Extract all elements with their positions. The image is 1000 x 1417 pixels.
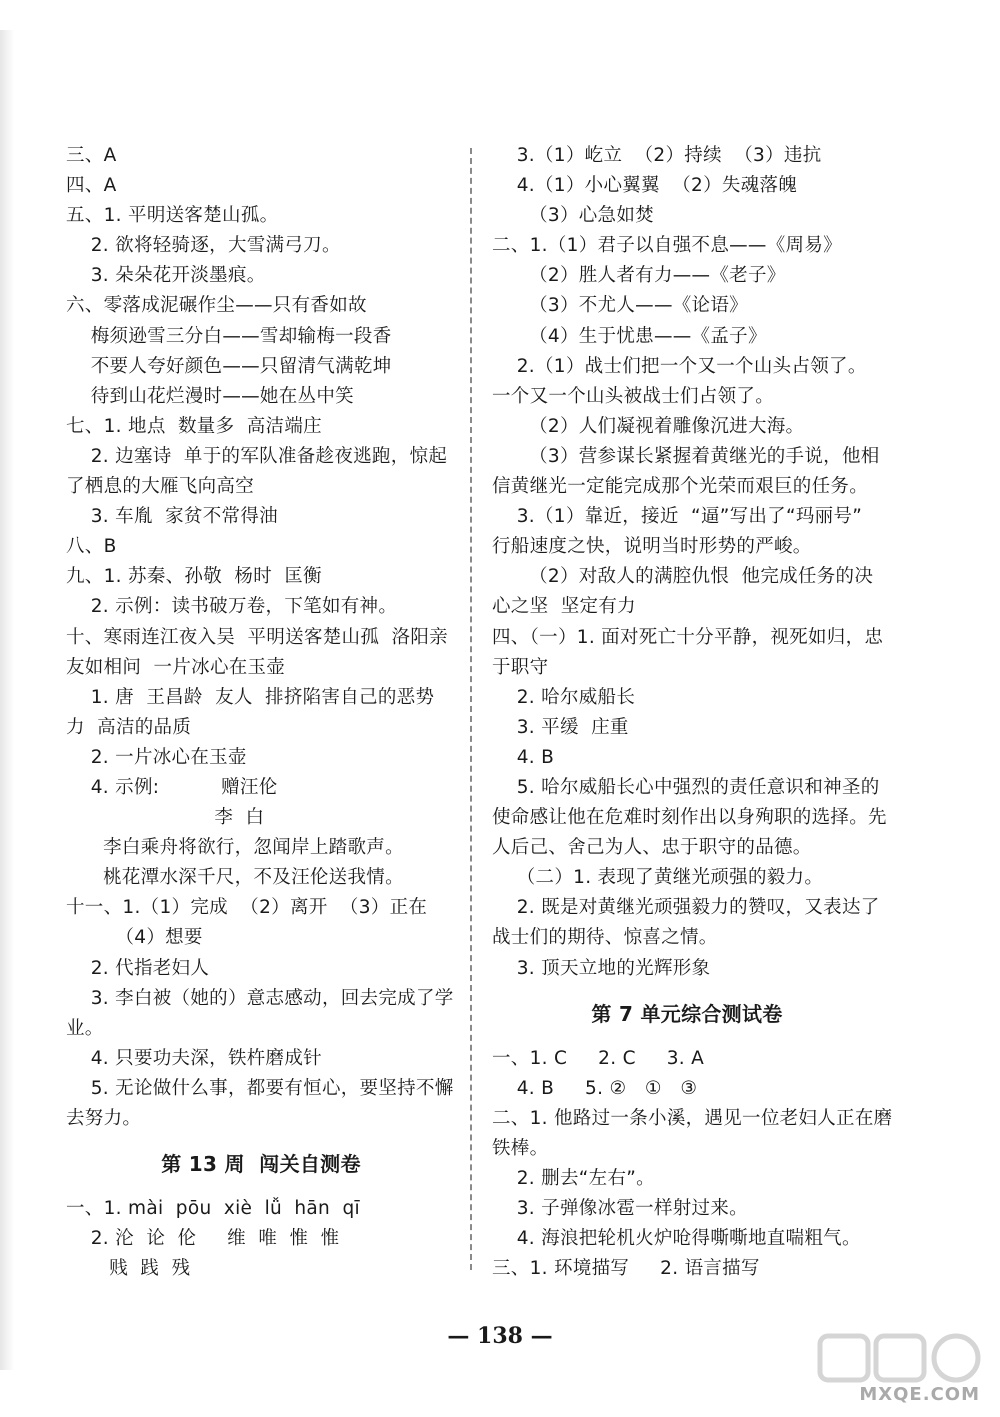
right-answer-line: 4. B 5. ② ① ③: [492, 1077, 698, 1099]
left-answer-line: 四、A: [66, 175, 117, 197]
left-answer-line: 三、A: [66, 145, 117, 166]
right-answer-line: 战士们的期待、惊喜之情。: [492, 927, 718, 949]
right-answer-line: 二、1. 他路过一条小溪，遇见一位老妇人正在磨: [492, 1107, 893, 1129]
right-answer-line: 2. 既是对黄继光顽强毅力的赞叹，又表达了: [492, 897, 880, 919]
right-answer-line: 一个又一个山头被战士们占领了。: [492, 385, 775, 407]
left-answer-line: 八、B: [66, 536, 117, 558]
right-answer-line: 3. 子弹像冰雹一样射过来。: [492, 1198, 748, 1220]
left-answer-line: 去努力。: [66, 1108, 142, 1129]
left-answer-line: 2. 欲将轻骑逐，大雪满弓刀。: [66, 235, 341, 257]
right-answer-line: （二）1. 表现了黄继光顽强的毅力。: [492, 867, 824, 889]
left-answer-line: 4. 示例: 赠汪伦: [66, 776, 278, 798]
right-answer-line: （2）人们凝视着雕像沉进大海。: [492, 415, 805, 437]
left-answer-line: 待到山花烂漫时——她在丛中笑: [66, 385, 354, 407]
right-answer-line: （3）不尤人——《论语》: [492, 295, 748, 317]
right-answer-line: 二、1.（1）君子以自强不息——《周易》: [492, 235, 842, 257]
section-heading: 第 7 单元综合测试卷: [591, 1001, 783, 1026]
left-answer-line: 2. 示例：读书破万卷，下笔如有神。: [66, 596, 398, 618]
right-answer-line: 于职守: [492, 656, 549, 678]
right-answer-line: （3）心急如焚: [492, 205, 654, 227]
right-answer-line: 2. 删去“左右”。: [492, 1168, 655, 1189]
page-number: — 138 —: [447, 1323, 553, 1349]
left-answer-line: 业。: [66, 1017, 104, 1039]
right-answer-line: 铁棒。: [492, 1137, 549, 1159]
left-answer-line: 一、1. mài pōu xiè lǚ hān qī: [66, 1198, 360, 1220]
right-answer-line: （2）对敌人的满腔仇恨 他完成任务的决: [492, 566, 874, 588]
left-answer-line: 1. 唐 王昌龄 友人 排挤陷害自己的恶势: [66, 686, 435, 708]
right-answer-line: 3.（1）靠近，接近 “逼”写出了“玛丽号”: [492, 506, 863, 528]
right-answer-line: 3. 顶天立地的光辉形象: [492, 957, 711, 979]
left-answer-line: 2. 代指老妇人: [66, 957, 210, 979]
watermark-text: MXQE.COM: [859, 1384, 980, 1405]
right-answer-line: 4.（1）小心翼翼 （2）失魂落魄: [492, 175, 798, 197]
right-answer-line: 3. 平缓 庄重: [492, 716, 629, 738]
right-answer-line: 2.（1）战士们把一个又一个山头占领了。: [492, 355, 867, 377]
left-answer-line: 3. 李白被（她的）意志感动，回去完成了学: [66, 987, 454, 1009]
right-answer-line: 行船速度之快，说明当时形势的严峻。: [492, 536, 812, 558]
right-answer-line: 2. 哈尔威船长: [492, 686, 636, 708]
page-edge-shadow: [0, 30, 14, 1370]
left-answer-line: 七、1. 地点 数量多 高洁端庄: [66, 415, 322, 437]
right-answer-line: 一、1. C 2. C 3. A: [492, 1047, 705, 1069]
left-answer-line: 十、寒雨连江夜入吴 平明送客楚山孤 洛阳亲: [66, 626, 448, 648]
right-answer-line: 心之坚 坚定有力: [492, 596, 636, 618]
left-answer-line: 十一、1.（1）完成 （2）离开 （3）正在: [66, 897, 428, 919]
left-answer-line: 2. 一片冰心在玉壶: [66, 746, 247, 768]
right-answer-line: （2）胜人者有力——《老子》: [492, 265, 786, 287]
left-answer-line: 贱 践 残: [66, 1258, 191, 1280]
left-answer-line: 桃花潭水深千尺，不及汪伦送我情。: [66, 867, 404, 889]
left-answer-line: 五、1. 平明送客楚山孤。: [66, 205, 279, 227]
left-answer-line: 4. 只要功夫深，铁杵磨成针: [66, 1047, 322, 1069]
left-answer-line: 李白乘舟将欲行，忽闻岸上踏歌声。: [66, 837, 404, 859]
column-divider: [470, 148, 472, 1270]
right-answer-column: [492, 141, 893, 1284]
left-answer-line: 3. 车胤 家贫不常得油: [66, 506, 278, 528]
right-answer-line: （4）生于忧患——《孟子》: [492, 325, 767, 347]
left-answer-line: 友如相问 一片冰心在玉壶: [66, 656, 286, 678]
right-answer-line: 4. B: [492, 746, 555, 768]
left-answer-line: 梅须逊雪三分白——雪却输梅一段香: [66, 325, 392, 347]
right-answer-line: 5. 哈尔威船长心中强烈的责任意识和神圣的: [492, 776, 880, 798]
left-answer-line: 九、1. 苏秦、孙敬 杨时 匡衡: [66, 566, 322, 588]
left-answer-line: 了栖息的大雁飞向高空: [66, 476, 255, 498]
right-answer-line: 4. 海浪把轮机火炉呛得嘶嘶地直喘粗气。: [492, 1228, 861, 1250]
left-answer-line: 2. 沦 论 伦 维 唯 惟 惟: [66, 1228, 340, 1250]
right-answer-line: 3.（1）屹立 （2）持续 （3）违抗: [492, 145, 822, 166]
left-answer-line: 5. 无论做什么事，都要有恒心，要坚持不懈: [66, 1077, 454, 1099]
left-answer-line: 不要人夸好颜色——只留清气满乾坤: [66, 355, 392, 377]
left-answer-line: 六、零落成泥碾作尘——只有香如故: [66, 295, 367, 317]
section-heading: 第 13 周 闯关自测卷: [161, 1152, 361, 1177]
left-answer-line: 3. 朵朵花开淡墨痕。: [66, 265, 266, 287]
left-answer-line: （4）想要: [66, 927, 203, 949]
right-answer-line: （3）营参谋长紧握着黄继光的手说，他相: [492, 445, 880, 467]
right-answer-line: 人后己、舍己为人、忠于职守的品德。: [492, 837, 812, 859]
left-answer-line: 李 白: [66, 807, 265, 829]
left-answer-column: [66, 141, 456, 1284]
right-answer-line: 使命感让他在危难时刻作出以身殉职的选择。先: [492, 807, 887, 829]
right-answer-line: 信黄继光一定能完成那个光荣而艰巨的任务。: [492, 476, 869, 498]
right-answer-line: 四、（一）1. 面对死亡十分平静，视死如归，忠: [492, 626, 884, 648]
right-answer-line: 三、1. 环境描写 2. 语言描写: [492, 1258, 760, 1280]
left-answer-line: 2. 边塞诗 单于的军队准备趁夜逃跑，惊起: [66, 445, 448, 467]
left-answer-line: 力 高洁的品质: [66, 716, 192, 738]
